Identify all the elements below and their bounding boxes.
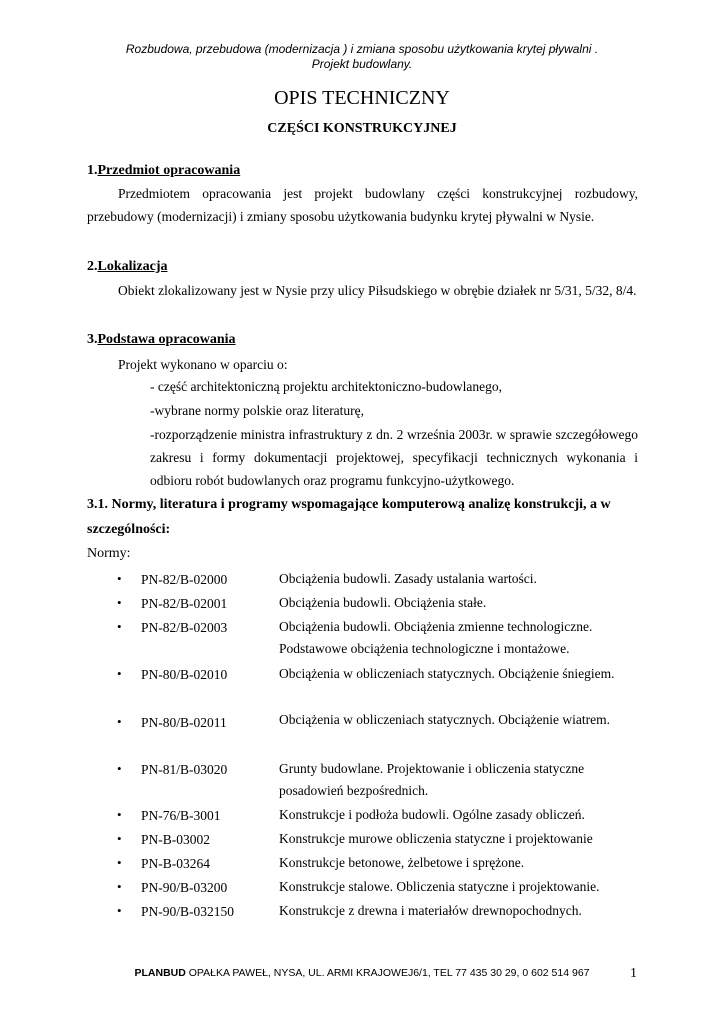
norm-code: PN-81/B-03020: [141, 762, 228, 777]
norm-description-continued: posadowień bezpośrednich.: [279, 783, 429, 798]
page-number: 1: [630, 966, 637, 981]
norm-code: PN-82/B-02003: [141, 620, 228, 635]
norm-code: PN-82/B-02000: [141, 572, 228, 587]
bullet-icon: •: [117, 595, 122, 610]
section-3-item-2: -wybrane normy polskie oraz literaturę,: [150, 403, 365, 418]
bullet-icon: •: [117, 761, 122, 776]
section-2-text: Obiekt zlokalizowany jest w Nysie przy ulicy Piłsudskiego w obrębie działek nr 5/31, 5/32, 8/4.: [118, 283, 637, 298]
bullet-icon: •: [117, 571, 122, 586]
section-3-item-3-line-2: zakresu i formy dokumentacji projektowej, specyfikacji technicznych wykonania i: [150, 450, 638, 465]
page-footer: [0, 966, 724, 980]
bullet-icon: •: [117, 879, 122, 894]
bullet-icon: •: [117, 855, 122, 870]
norm-code: PN-B-03264: [141, 856, 211, 871]
section-2-heading: [87, 258, 168, 276]
section-1-heading: [87, 162, 240, 180]
bullet-icon: •: [117, 714, 122, 729]
bullet-icon: •: [117, 831, 122, 846]
norm-code: PN-90/B-032150: [141, 904, 235, 919]
norm-description: Konstrukcje murowe obliczenia statyczne i projektowanie: [279, 831, 593, 846]
section-3-heading: [87, 331, 236, 349]
bullet-icon: •: [117, 619, 122, 634]
norm-description: Konstrukcje i podłoża budowli. Ogólne zasady obliczeń.: [279, 807, 585, 822]
norm-code: PN-80/B-02011: [141, 715, 227, 730]
norm-code: PN-82/B-02001: [141, 596, 228, 611]
bullet-icon: •: [117, 666, 122, 681]
norm-code: PN-80/B-02010: [141, 667, 228, 682]
norms-label: Normy:: [87, 546, 131, 561]
section-2-number: 2.: [87, 259, 98, 274]
norm-code: PN-90/B-03200: [141, 880, 228, 895]
section-2-title: Lokalizacja: [97, 259, 168, 274]
section-3-item-3-line-1: -rozporządzenie ministra infrastruktury z dn. 2 września 2003r. w sprawie szczegółowego: [150, 427, 638, 442]
bullet-icon: •: [117, 903, 122, 918]
norm-description: Konstrukcje z drewna i materiałów drewnopochodnych.: [279, 903, 582, 918]
document-header-line-2: Projekt budowlany.: [311, 57, 413, 71]
footer-company: PLANBUD: [134, 967, 186, 979]
norm-description: Obciążenia w obliczeniach statycznych. Obciążenie wiatrem.: [279, 712, 610, 727]
norm-description: Konstrukcje stalowe. Obliczenia statyczne i projektowanie.: [279, 879, 600, 894]
norm-description: Grunty budowlane. Projektowanie i obliczenia statyczne: [279, 761, 585, 776]
norm-description: Obciążenia budowli. Obciążenia zmienne technologiczne.: [279, 619, 593, 634]
section-3-1-heading-line-1: 3.1. Normy, literatura i programy wspomagające komputerową analizę konstrukcji, a w: [87, 497, 611, 512]
section-3-number: 3.: [87, 332, 98, 347]
section-1-title: Przedmiot opracowania: [97, 163, 241, 178]
norm-description: Obciążenia budowli. Obciążenia stałe.: [279, 595, 487, 610]
page-subtitle: CZĘŚCI KONSTRUKCYJNEJ: [267, 121, 457, 136]
page-title: OPIS TECHNICZNY: [274, 87, 450, 109]
footer-address: OPAŁKA PAWEŁ, NYSA, UL. ARMI KRAJOWEJ6/1, TEL 77 435 30 29, 0 602 514 967: [185, 967, 590, 979]
section-3-intro: Projekt wykonano w oparciu o:: [118, 357, 288, 372]
bullet-icon: •: [117, 807, 122, 822]
norm-description: Obciążenia w obliczeniach statycznych. Obciążenie śniegiem.: [279, 666, 615, 681]
section-1-text-line-2: przebudowy (modernizacji) i zmiany sposobu użytkowania budynku krytej pływalni w Nysie.: [87, 209, 595, 224]
section-1-text-line-1: Przedmiotem opracowania jest projekt budowlany części konstrukcyjnej rozbudowy,: [118, 186, 638, 201]
section-1-number: 1.: [87, 163, 98, 178]
norm-code: PN-76/B-3001: [141, 808, 221, 823]
norm-code: PN-B-03002: [141, 832, 211, 847]
norm-description: Konstrukcje betonowe, żelbetowe i sprężone.: [279, 855, 525, 870]
section-3-item-1: - część architektoniczną projektu architektoniczno-budowlanego,: [150, 379, 502, 394]
document-header-line-1: Rozbudowa, przebudowa (modernizacja ) i zmiana sposobu użytkowania krytej pływalni .: [125, 42, 599, 56]
norm-description: Obciążenia budowli. Zasady ustalania wartości.: [279, 571, 537, 586]
section-3-1-heading-line-2: szczególności:: [87, 522, 171, 537]
section-3-title: Podstawa opracowania: [97, 332, 236, 347]
norm-description-continued: Podstawowe obciążenia technologiczne i montażowe.: [279, 641, 570, 656]
section-3-item-3-line-3: odbioru robót budowlanych oraz programu funkcyjno-użytkowego.: [150, 473, 515, 488]
